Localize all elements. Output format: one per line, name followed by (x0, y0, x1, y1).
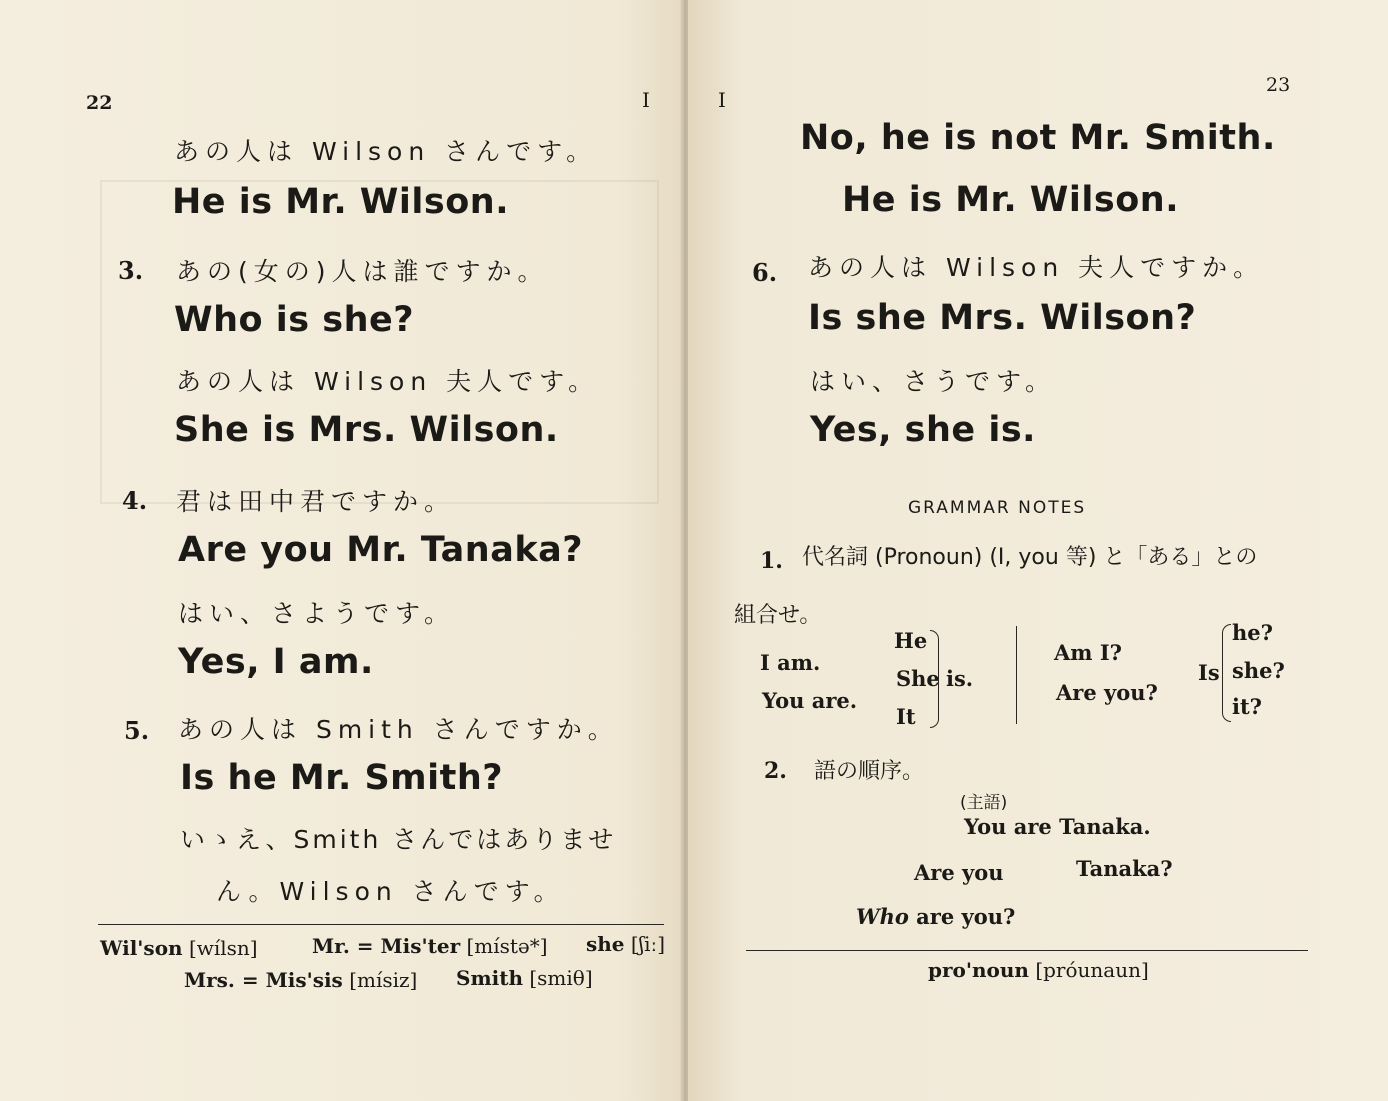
footnote-pronunciation: Wil'son [wílsn] (100, 936, 258, 960)
right-page (688, 0, 1388, 1101)
footnote-rule (746, 950, 1308, 951)
example-sentence: You are Tanaka. (964, 814, 1151, 839)
table-cell: He (894, 628, 928, 653)
footnote-rule (98, 924, 664, 925)
english-line: Yes, I am. (178, 642, 374, 682)
footnote-pronunciation: she [ʃiː] (586, 932, 666, 956)
table-cell: I am. (760, 650, 821, 675)
left-page (0, 0, 686, 1101)
table-cell: is. (946, 666, 974, 691)
english-line: She is Mrs. Wilson. (174, 410, 559, 450)
english-line: Are you Mr. Tanaka? (178, 530, 584, 570)
table-cell: he? (1232, 620, 1273, 645)
japanese-line: あの人は Wilson 夫人ですか。 (808, 253, 1265, 282)
table-cell: Is (1198, 660, 1220, 685)
english-line: He is Mr. Wilson. (842, 180, 1180, 220)
japanese-line: あの人は Wilson 夫人です。 (176, 367, 600, 396)
note-number: 2. (764, 758, 787, 784)
note-number: 1. (760, 548, 783, 574)
footnote-pronunciation: pro'noun [próunaun] (928, 958, 1149, 982)
right-brace (930, 630, 939, 728)
table-cell: It (896, 704, 916, 729)
bleed-through-illustration (100, 180, 659, 504)
grammar-note-text: 組合せ。 (734, 603, 822, 628)
english-line: Yes, she is. (810, 410, 1036, 450)
english-line: He is Mr. Wilson. (172, 182, 510, 222)
table-cell: Am I? (1054, 640, 1122, 665)
table-cell: she? (1232, 658, 1285, 683)
table-divider (1016, 626, 1017, 724)
japanese-line: いゝえ、Smith さんではありませ (180, 825, 617, 854)
example-sentence: Who are you? (856, 904, 1016, 929)
english-line: Who is she? (174, 300, 415, 340)
table-cell: it? (1232, 694, 1262, 719)
emphasis-word: Who (856, 904, 909, 929)
footnote-pronunciation: Mr. = Mis'ter [místə*] (312, 934, 548, 958)
japanese-line: ん。Wilson さんです。 (216, 877, 565, 906)
item-number: 3. (118, 256, 144, 285)
page-number: 22 (86, 92, 113, 114)
item-number: 4. (122, 486, 148, 515)
item-number: 5. (124, 716, 150, 745)
example-sentence: Tanaka? (1076, 856, 1173, 881)
page-number: 23 (1266, 74, 1291, 96)
example-sentence: Are you (914, 860, 1004, 885)
running-head: I (718, 88, 726, 112)
english-line: Is he Mr. Smith? (180, 758, 504, 798)
footnote-pronunciation: Smith [smiθ] (456, 966, 593, 990)
japanese-line: あの人は Smith さんですか。 (178, 715, 619, 744)
table-cell: Are you? (1056, 680, 1158, 705)
grammar-note-text: 語の順序。 (814, 759, 925, 784)
grammar-note-text: 代名詞 (Pronoun) (I, you 等) と「ある」との (802, 545, 1258, 570)
footnote-pronunciation: Mrs. = Mis'sis [mísiz] (184, 968, 418, 992)
left-brace (1222, 624, 1231, 722)
english-line: Is she Mrs. Wilson? (808, 298, 1197, 338)
japanese-line: はい、さうです。 (810, 367, 1057, 396)
japanese-line: はい、さようです。 (178, 599, 456, 628)
table-cell: You are. (762, 688, 858, 713)
subject-label: (主語) (960, 793, 1008, 813)
section-heading: GRAMMAR NOTES (908, 498, 1087, 518)
japanese-line: あの(女の)人は誰ですか。 (176, 257, 549, 286)
japanese-line: あの人は Wilson さんです。 (174, 137, 598, 166)
table-cell: She (896, 666, 940, 691)
english-line: No, he is not Mr. Smith. (800, 118, 1276, 158)
japanese-line: 君は田中君ですか。 (176, 487, 456, 516)
running-head: I (642, 88, 650, 112)
item-number: 6. (752, 258, 778, 287)
